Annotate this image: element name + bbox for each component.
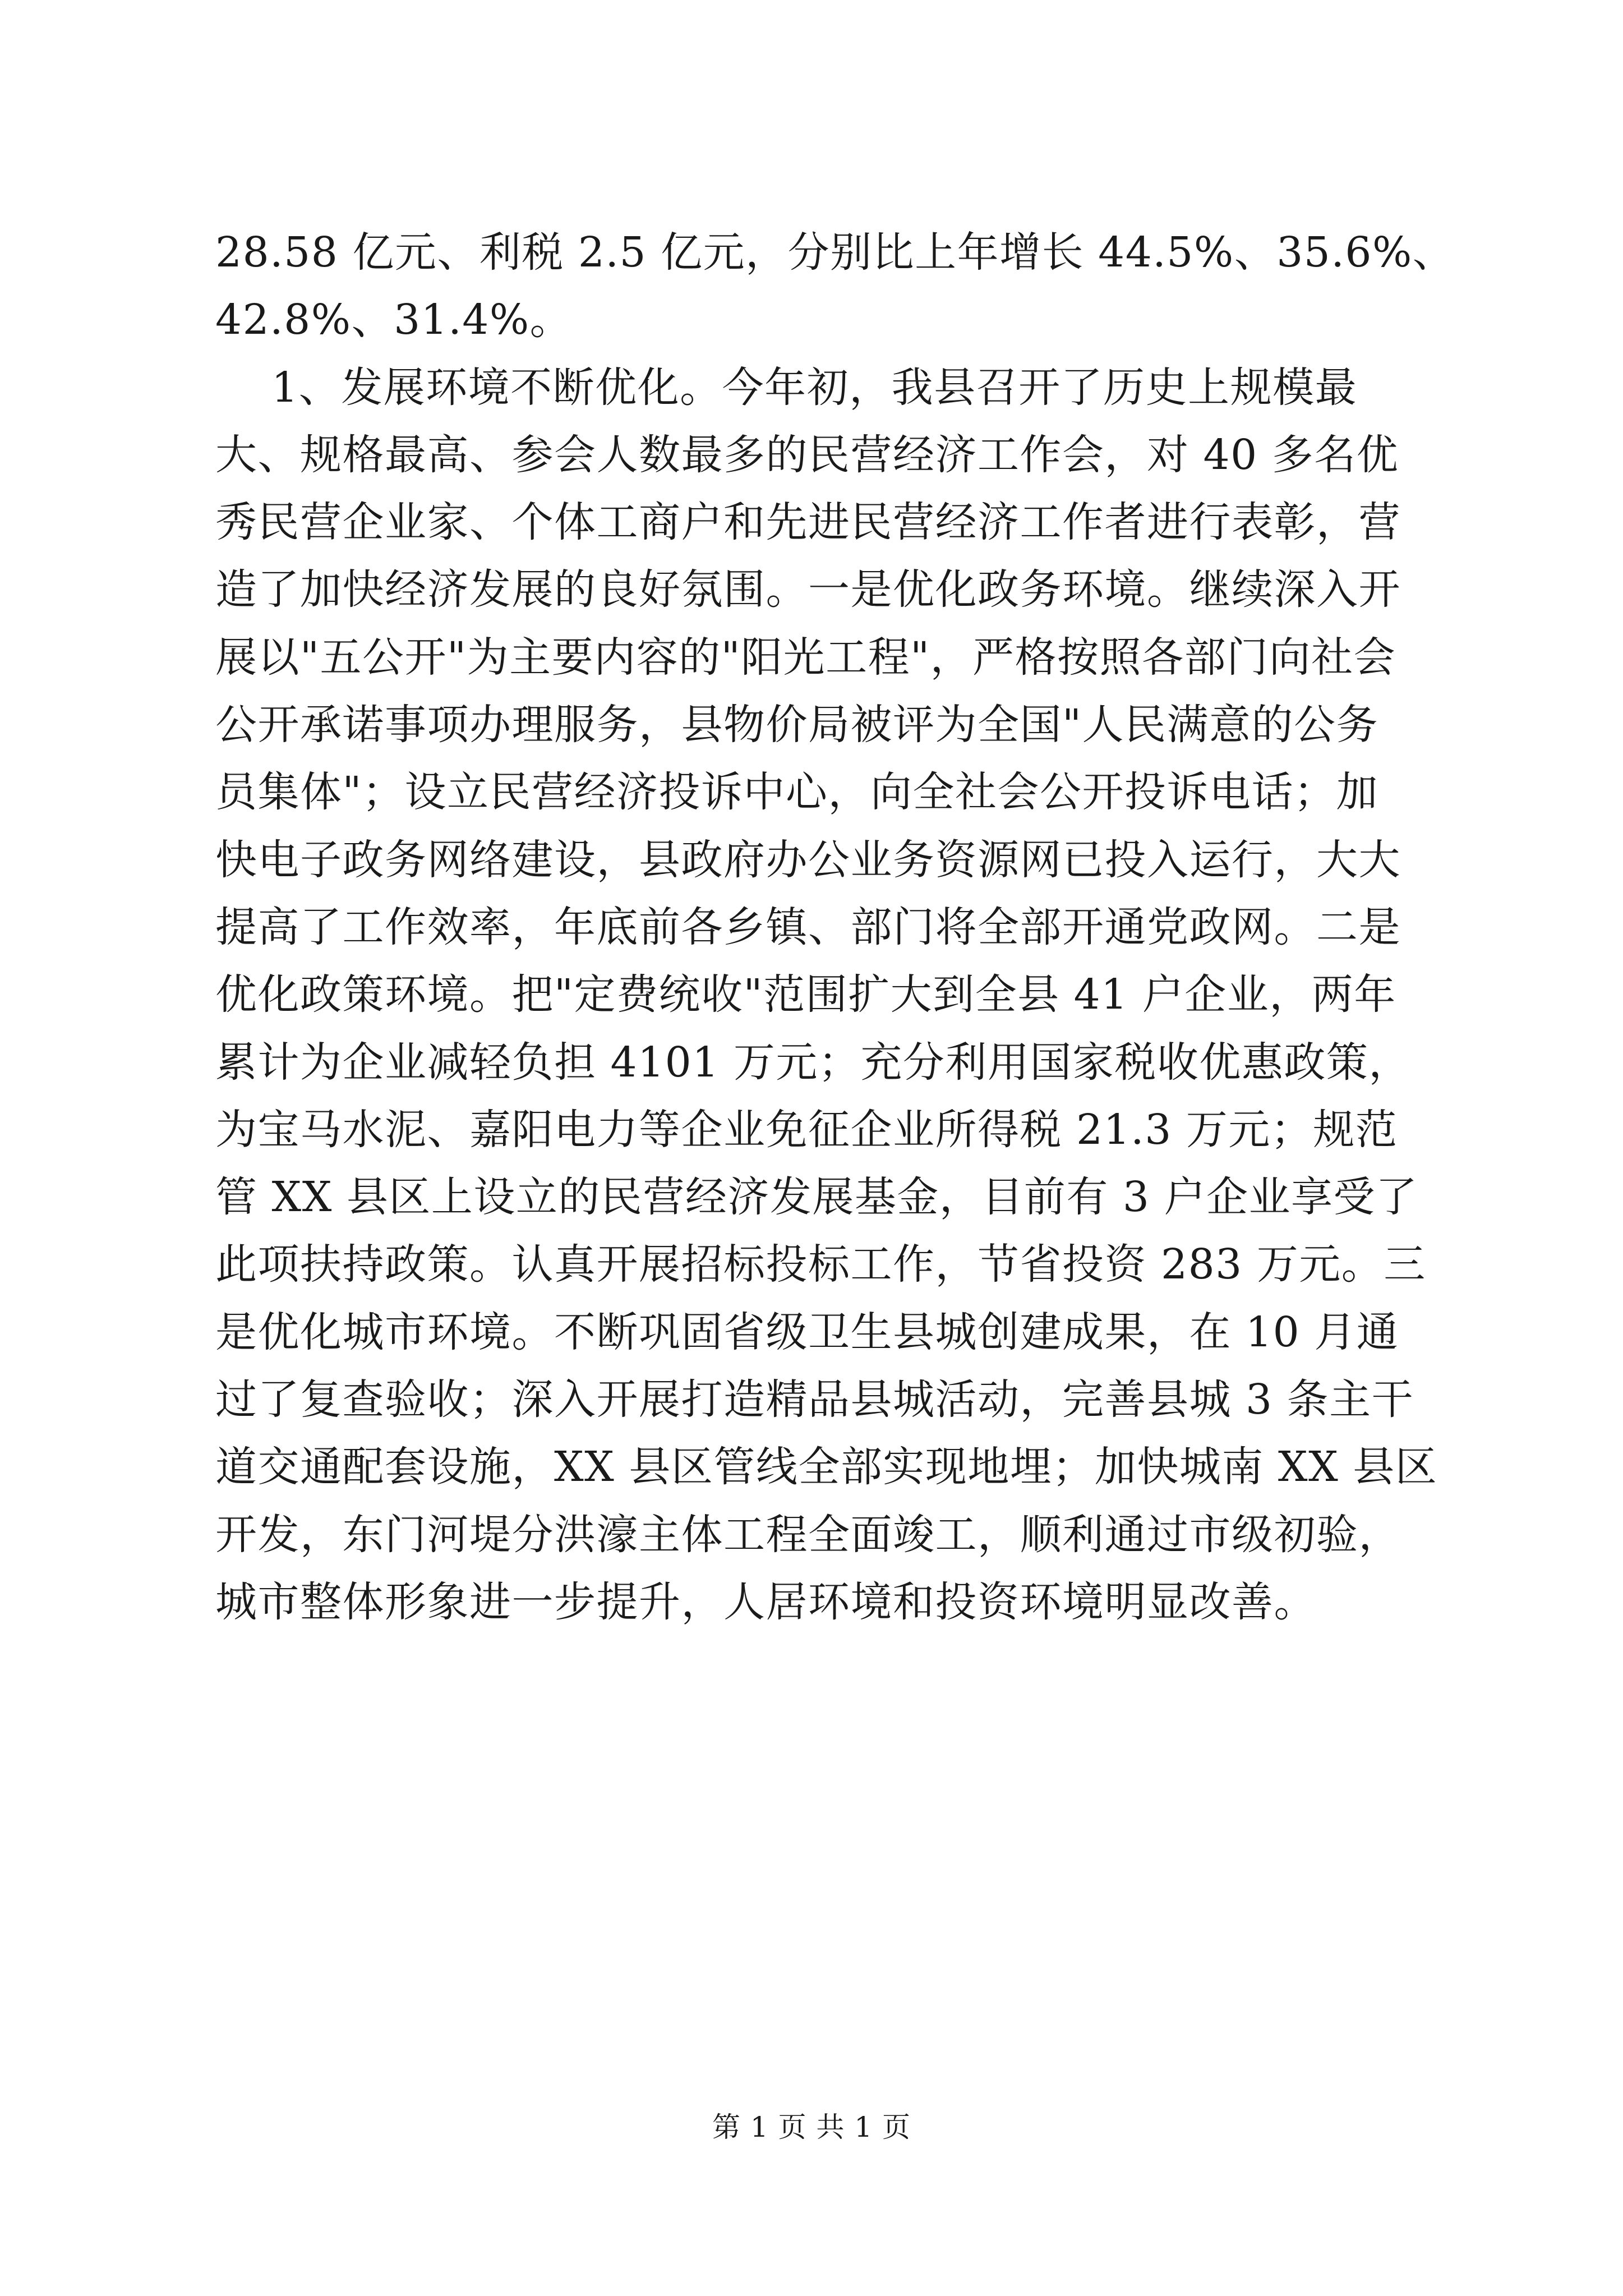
page-footer bbox=[0, 2110, 1623, 2144]
text-line: 是优化城市环境。不断巩固省级卫生县城创建成果，在 10 月通 bbox=[215, 1308, 1399, 1356]
text-line: 公开承诺事项办理服务，县物价局被评为全国"人民满意的公务 bbox=[215, 701, 1379, 749]
text-line: 管 XX 县区上设立的民营经济发展基金，目前有 3 户企业享受了 bbox=[215, 1173, 1418, 1222]
text-line: 提高了工作效率，年底前各乡镇、部门将全部开通党政网。二是 bbox=[215, 903, 1401, 951]
text-line: 此项扶持政策。认真开展招标投标工作，节省投资 283 万元。三 bbox=[215, 1240, 1426, 1289]
text-line: 展以"五公开"为主要内容的"阳光工程"，严格按照各部门向社会 bbox=[215, 633, 1396, 682]
text-line: 开发，东门河堤分洪濠主体工程全面竣工，顺利通过市级初验， bbox=[215, 1510, 1401, 1559]
text-line: 28.58 亿元、利税 2.5 亿元，分别比上年增长 44.5%、35.6%、 bbox=[215, 228, 1455, 277]
text-line: 1、发展环境不断优化。今年初，我县召开了历史上规模最 bbox=[215, 363, 1358, 412]
page-number-label: 第 1 页 共 1 页 bbox=[712, 2111, 911, 2143]
text-line: 为宝马水泥、嘉阳电力等企业免征企业所得税 21.3 万元；规范 bbox=[215, 1105, 1398, 1154]
document-body bbox=[215, 219, 1455, 1636]
text-line: 过了复查验收；深入开展打造精品县城活动，完善县城 3 条主干 bbox=[215, 1375, 1414, 1424]
text-line: 员集体"；设立民营经济投诉中心，向全社会公开投诉电话；加 bbox=[215, 768, 1379, 817]
text-line: 快电子政务网络建设，县政府办公业务资源网已投入运行，大大 bbox=[215, 835, 1401, 884]
text-line: 造了加快经济发展的良好氛围。一是优化政务环境。继续深入开 bbox=[215, 565, 1401, 614]
text-line: 大、规格最高、参会人数最多的民营经济工作会，对 40 多名优 bbox=[215, 430, 1399, 479]
text-line: 城市整体形象进一步提升，人居环境和投资环境明显改善。 bbox=[215, 1577, 1316, 1626]
text-line: 42.8%、31.4%。 bbox=[215, 296, 573, 344]
text-line: 道交通配套设施，XX 县区管线全部实现地埋；加快城南 XX 县区 bbox=[215, 1443, 1438, 1492]
text-line: 秀民营企业家、个体工商户和先进民营经济工作者进行表彰，营 bbox=[215, 498, 1401, 547]
text-line: 优化政策环境。把"定费统收"范围扩大到全县 41 户企业，两年 bbox=[215, 970, 1396, 1019]
text-line: 累计为企业减轻负担 4101 万元；充分利用国家税收优惠政策， bbox=[215, 1038, 1411, 1087]
